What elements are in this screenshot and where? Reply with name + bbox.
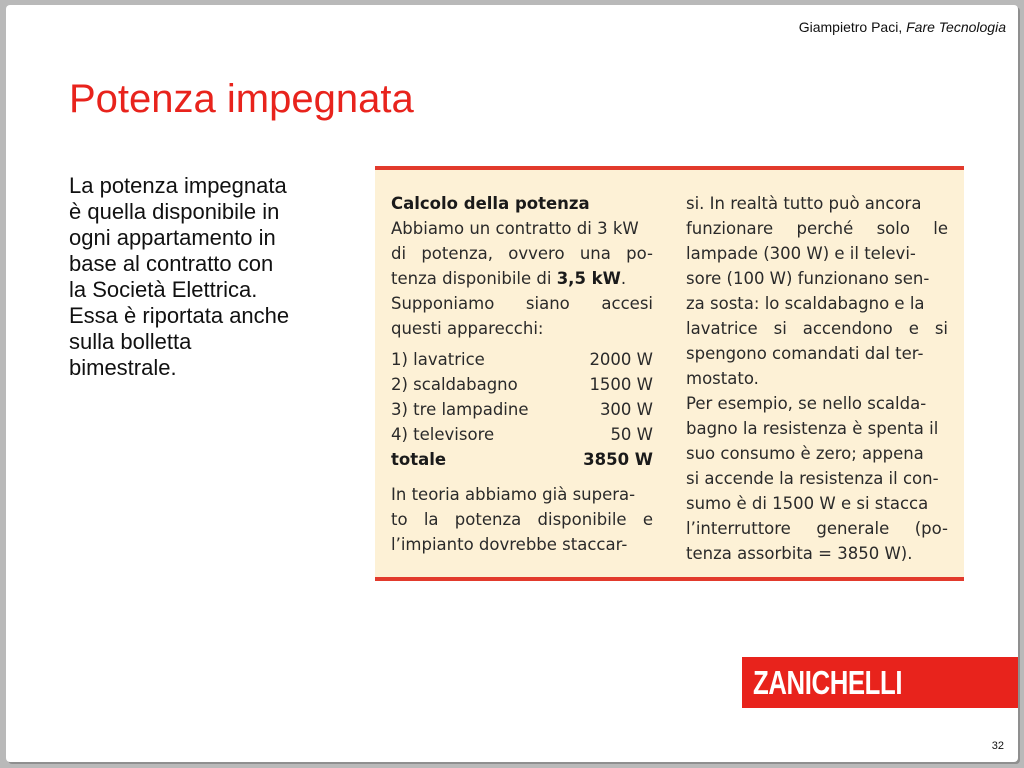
- excerpt-line: suo consumo è zero; appena: [686, 444, 924, 463]
- excerpt-line: Per esempio, se nello scalda-: [686, 394, 927, 413]
- excerpt-line: si. In realtà tutto può ancora: [686, 194, 922, 213]
- appliance-label: 2) scaldabagno: [391, 375, 518, 394]
- total-label: totale: [391, 450, 447, 469]
- excerpt-line: bagno la resistenza è spenta il: [686, 419, 939, 438]
- excerpt-left-tail: [391, 482, 653, 557]
- total-power: 3850 W: [583, 450, 653, 469]
- excerpt-line: di potenza, ovvero una po-: [391, 244, 653, 263]
- excerpt-line: si accende la resistenza il con-: [686, 469, 939, 488]
- excerpt-line-suffix: .: [620, 269, 627, 288]
- zanichelli-logo: [742, 657, 1018, 708]
- excerpt-line: Abbiamo un contratto di 3 kW: [391, 219, 639, 238]
- appliance-label: 3) tre lampadine: [391, 400, 529, 419]
- appliance-power: 1500 W: [589, 375, 653, 394]
- appliance-label: 4) televisore: [391, 425, 495, 444]
- excerpt-line: sumo è di 1500 W e si stacca: [686, 494, 929, 513]
- excerpt-line: sore (100 W) funzionano sen-: [686, 269, 930, 288]
- excerpt-line: lampade (300 W) e il televi-: [686, 244, 916, 263]
- excerpt-line: questi apparecchi:: [391, 319, 544, 338]
- appliance-total-row: [391, 447, 653, 472]
- page-number: 32: [991, 740, 1004, 752]
- appliance-row: [391, 347, 653, 372]
- excerpt-line: mostato.: [686, 369, 759, 388]
- appliance-row: [391, 422, 653, 447]
- excerpt-line-text: tenza disponibile di: [391, 269, 557, 288]
- excerpt-line: spengono comandati dal ter-: [686, 344, 924, 363]
- body-paragraph: La potenza impegnata è quella disponibile in ogni appartamento in base al contratto con la Società Elettrica. Essa è riportata anche sulla bolletta bimestrale.: [69, 173, 290, 380]
- excerpt-line: za sosta: lo scaldabagno e la: [686, 294, 925, 313]
- appliance-list: [391, 347, 653, 472]
- excerpt-line: lavatrice si accendono e si: [686, 319, 948, 338]
- book-excerpt: [375, 166, 964, 581]
- slide: [6, 5, 1018, 762]
- appliance-row: [391, 372, 653, 397]
- excerpt-line: In teoria abbiamo già supera-: [391, 485, 636, 504]
- excerpt-line: l’interruttore generale (po-: [686, 519, 948, 538]
- excerpt-line: to la potenza disponibile e: [391, 510, 653, 529]
- excerpt-line: tenza assorbita = 3850 W).: [686, 544, 913, 563]
- excerpt-highlight-value: 3,5 kW: [556, 269, 621, 288]
- excerpt-right-column: [686, 191, 948, 566]
- appliance-power: 2000 W: [589, 350, 653, 369]
- header-author: Giampietro Paci,: [798, 19, 903, 35]
- excerpt-line: Supponiamo siano accesi: [391, 294, 653, 313]
- appliance-power: 300 W: [599, 400, 653, 419]
- appliance-power: 50 W: [610, 425, 653, 444]
- header-book-title: Fare Tecnologia: [906, 19, 1006, 35]
- page-title: Potenza impegnata: [69, 77, 414, 121]
- header-credit: [799, 19, 1006, 35]
- excerpt-left-column: [391, 191, 653, 557]
- appliance-label: 1) lavatrice: [391, 350, 485, 369]
- logo-text: ZANICHELLI: [753, 664, 903, 701]
- excerpt-line: l’impianto dovrebbe staccar-: [391, 535, 628, 554]
- excerpt-line: funzionare perché solo le: [686, 219, 948, 238]
- excerpt-line: [391, 266, 653, 291]
- appliance-row: [391, 397, 653, 422]
- excerpt-heading: Calcolo della potenza: [391, 194, 590, 213]
